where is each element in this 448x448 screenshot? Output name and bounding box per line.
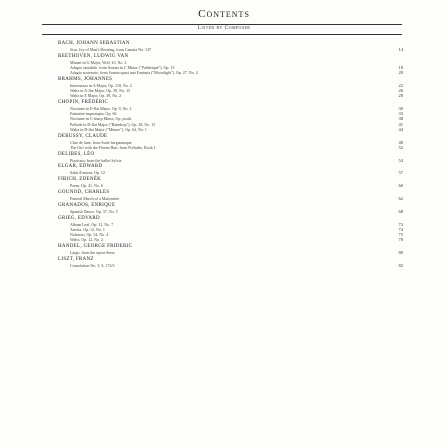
entry-page-number: 68 — [398, 208, 403, 214]
entry-title: Waltz in E Major, Op. 39, No. 2 — [70, 93, 122, 99]
composer-block — [58, 54, 403, 76]
entry-title: Waltz, Op. 12, No. 2 — [70, 237, 104, 243]
entry-page-number: 20 — [398, 70, 403, 76]
entry-title: Adagio cantabile, from Sonata in C Minor ("Pathétique"), Op. 13 — [70, 64, 175, 70]
composer-block — [58, 244, 403, 255]
entry-page-number: 18 — [398, 64, 403, 70]
entry-title: Nocturne in C-sharp Minor, Op. posth. — [70, 116, 133, 122]
entry-page-number: 48 — [398, 139, 403, 145]
toc-entry[interactable] — [58, 145, 403, 150]
entry-title: Arietta, Op. 12, No. 1 — [70, 226, 105, 232]
entry-title: Pizzicato, from the ballet Sylvia — [70, 157, 122, 163]
entry-title: Funeral March of a Marionette — [70, 195, 120, 201]
composer-name: GRANADOS, ENRIQUE — [58, 202, 116, 208]
entry-title: Largo, from the opera Serse — [70, 249, 115, 255]
composer-name: DEBUSSY, CLAUDE — [58, 133, 108, 139]
toc-entry[interactable] — [58, 209, 403, 214]
entry-title: Poem, Op. 41, No. 6 — [70, 183, 103, 189]
composer-name: HANDEL, GEORGE FRIDERIC — [58, 243, 133, 249]
entry-title: Consolation No. 3, S. 172/3 — [70, 262, 115, 268]
composer-block — [58, 216, 403, 243]
entry-page-number: 38 — [398, 116, 403, 122]
composer-block — [58, 257, 403, 268]
composer-name: LISZT, FRANZ — [58, 256, 94, 262]
toc-entry[interactable] — [58, 170, 403, 175]
composer-block — [58, 134, 403, 150]
entry-page-number: 44 — [398, 126, 403, 132]
entry-title: Intermezzo in A Major, Op. 118, No. 2 — [70, 82, 132, 88]
entry-page-number: 75 — [398, 231, 403, 237]
composer-block — [58, 152, 403, 163]
entry-page-number: 22 — [398, 82, 403, 88]
entry-title: Jesu, Joy of Man's Desiring, from Cantata No. 147 — [70, 47, 152, 52]
entry-page-number: 74 — [398, 226, 403, 232]
toc-entry[interactable] — [58, 93, 403, 98]
entry-title: Spanish Dance, Op. 37, No. 5 — [70, 208, 118, 214]
composer-name: BEETHOVEN, LUDWIG VAN — [58, 53, 129, 59]
composer-name: CHOPIN, FRÉDÉRIC — [58, 100, 109, 106]
composer-name: DELIBES, LÉO — [58, 151, 95, 157]
entry-page-number: 28 — [398, 93, 403, 99]
entry-title: Adagio sostenuto, from Sonata quasi una Fantasia ("Moonlight"), Op. 27, No. 2 — [70, 70, 198, 76]
entry-page-number: 73 — [398, 221, 403, 227]
composer-list — [58, 41, 403, 269]
entry-title: Waltz in A-flat Major, Op. 39, No. 15 — [70, 88, 131, 94]
composer-name: BACH, JOHANN SEBASTIAN — [58, 41, 130, 46]
page-title: Contents — [198, 8, 250, 20]
entry-page-number: 41 — [398, 121, 403, 127]
entry-page-number: 26 — [398, 88, 403, 94]
toc-entry[interactable] — [58, 196, 403, 201]
entry-title: Waltz in D-flat Major ("Minute"), Op. 64, No. 1 — [70, 126, 147, 132]
toc-entry[interactable] — [58, 263, 403, 268]
entry-title: Salut d'amour, Op. 12 — [70, 170, 105, 176]
composer-block — [58, 203, 403, 214]
toc-entry[interactable] — [58, 70, 403, 75]
entry-title: Album Leaf, Op. 12, No. 7 — [70, 221, 114, 227]
toc-entry[interactable] — [58, 47, 403, 52]
entry-page-number: 33 — [398, 111, 403, 117]
entry-page-number: 52 — [398, 144, 403, 150]
entry-page-number: 54 — [398, 157, 403, 163]
toc-entry[interactable] — [58, 250, 403, 255]
composer-name: BRAHMS, JOHANNES — [58, 76, 113, 82]
toc-entry[interactable] — [58, 127, 403, 132]
composer-name: FIBICH, ZDENĚK — [58, 177, 102, 183]
entry-title: Fantaisie-impromptu, Op. 66 — [70, 111, 117, 117]
composer-name: GOUNOD, CHARLES — [58, 189, 110, 195]
entry-title: Nocturne in E-flat Major, Op. 9, No. 2 — [70, 106, 132, 112]
entry-page-number: 62 — [398, 195, 403, 201]
header — [0, 0, 448, 20]
composer-block — [58, 177, 403, 188]
toc-entry[interactable] — [58, 158, 403, 163]
composer-name: GRIEG, EDVARD — [58, 215, 100, 221]
composer-block — [58, 100, 403, 132]
entry-page-number: 78 — [398, 237, 403, 243]
entry-page-number: 14 — [398, 47, 403, 52]
entry-title: Notturno, Op. 54, No. 4 — [70, 231, 109, 237]
composer-name: ELGAR, EDWARD — [58, 164, 103, 170]
toc-entry[interactable] — [58, 237, 403, 242]
entry-title: Minuet in G Major, WoO 10, No. 2 — [70, 59, 127, 65]
entry-page-number: 82 — [398, 262, 403, 268]
entry-page-number: 30 — [398, 106, 403, 112]
composer-block — [58, 41, 403, 52]
composer-block — [58, 190, 403, 201]
entry-title: Clair de lune, from Suite bergamasque — [70, 139, 132, 145]
toc-entry[interactable] — [58, 183, 403, 188]
entry-page-number: 57 — [398, 170, 403, 176]
bottom-rule — [42, 34, 402, 35]
composer-block — [58, 164, 403, 175]
composer-block — [58, 77, 403, 99]
entry-title: Prélude in D-flat Major ("Raindrop"), Op. 28, No. 15 — [70, 121, 156, 127]
entry-page-number: 80 — [398, 249, 403, 255]
entry-page-number: 60 — [398, 183, 403, 189]
page-subtitle: Listed by Composer — [197, 25, 251, 31]
entry-title: The Girl with the Flaxen Hair, from Préludes, Book I — [70, 144, 156, 150]
